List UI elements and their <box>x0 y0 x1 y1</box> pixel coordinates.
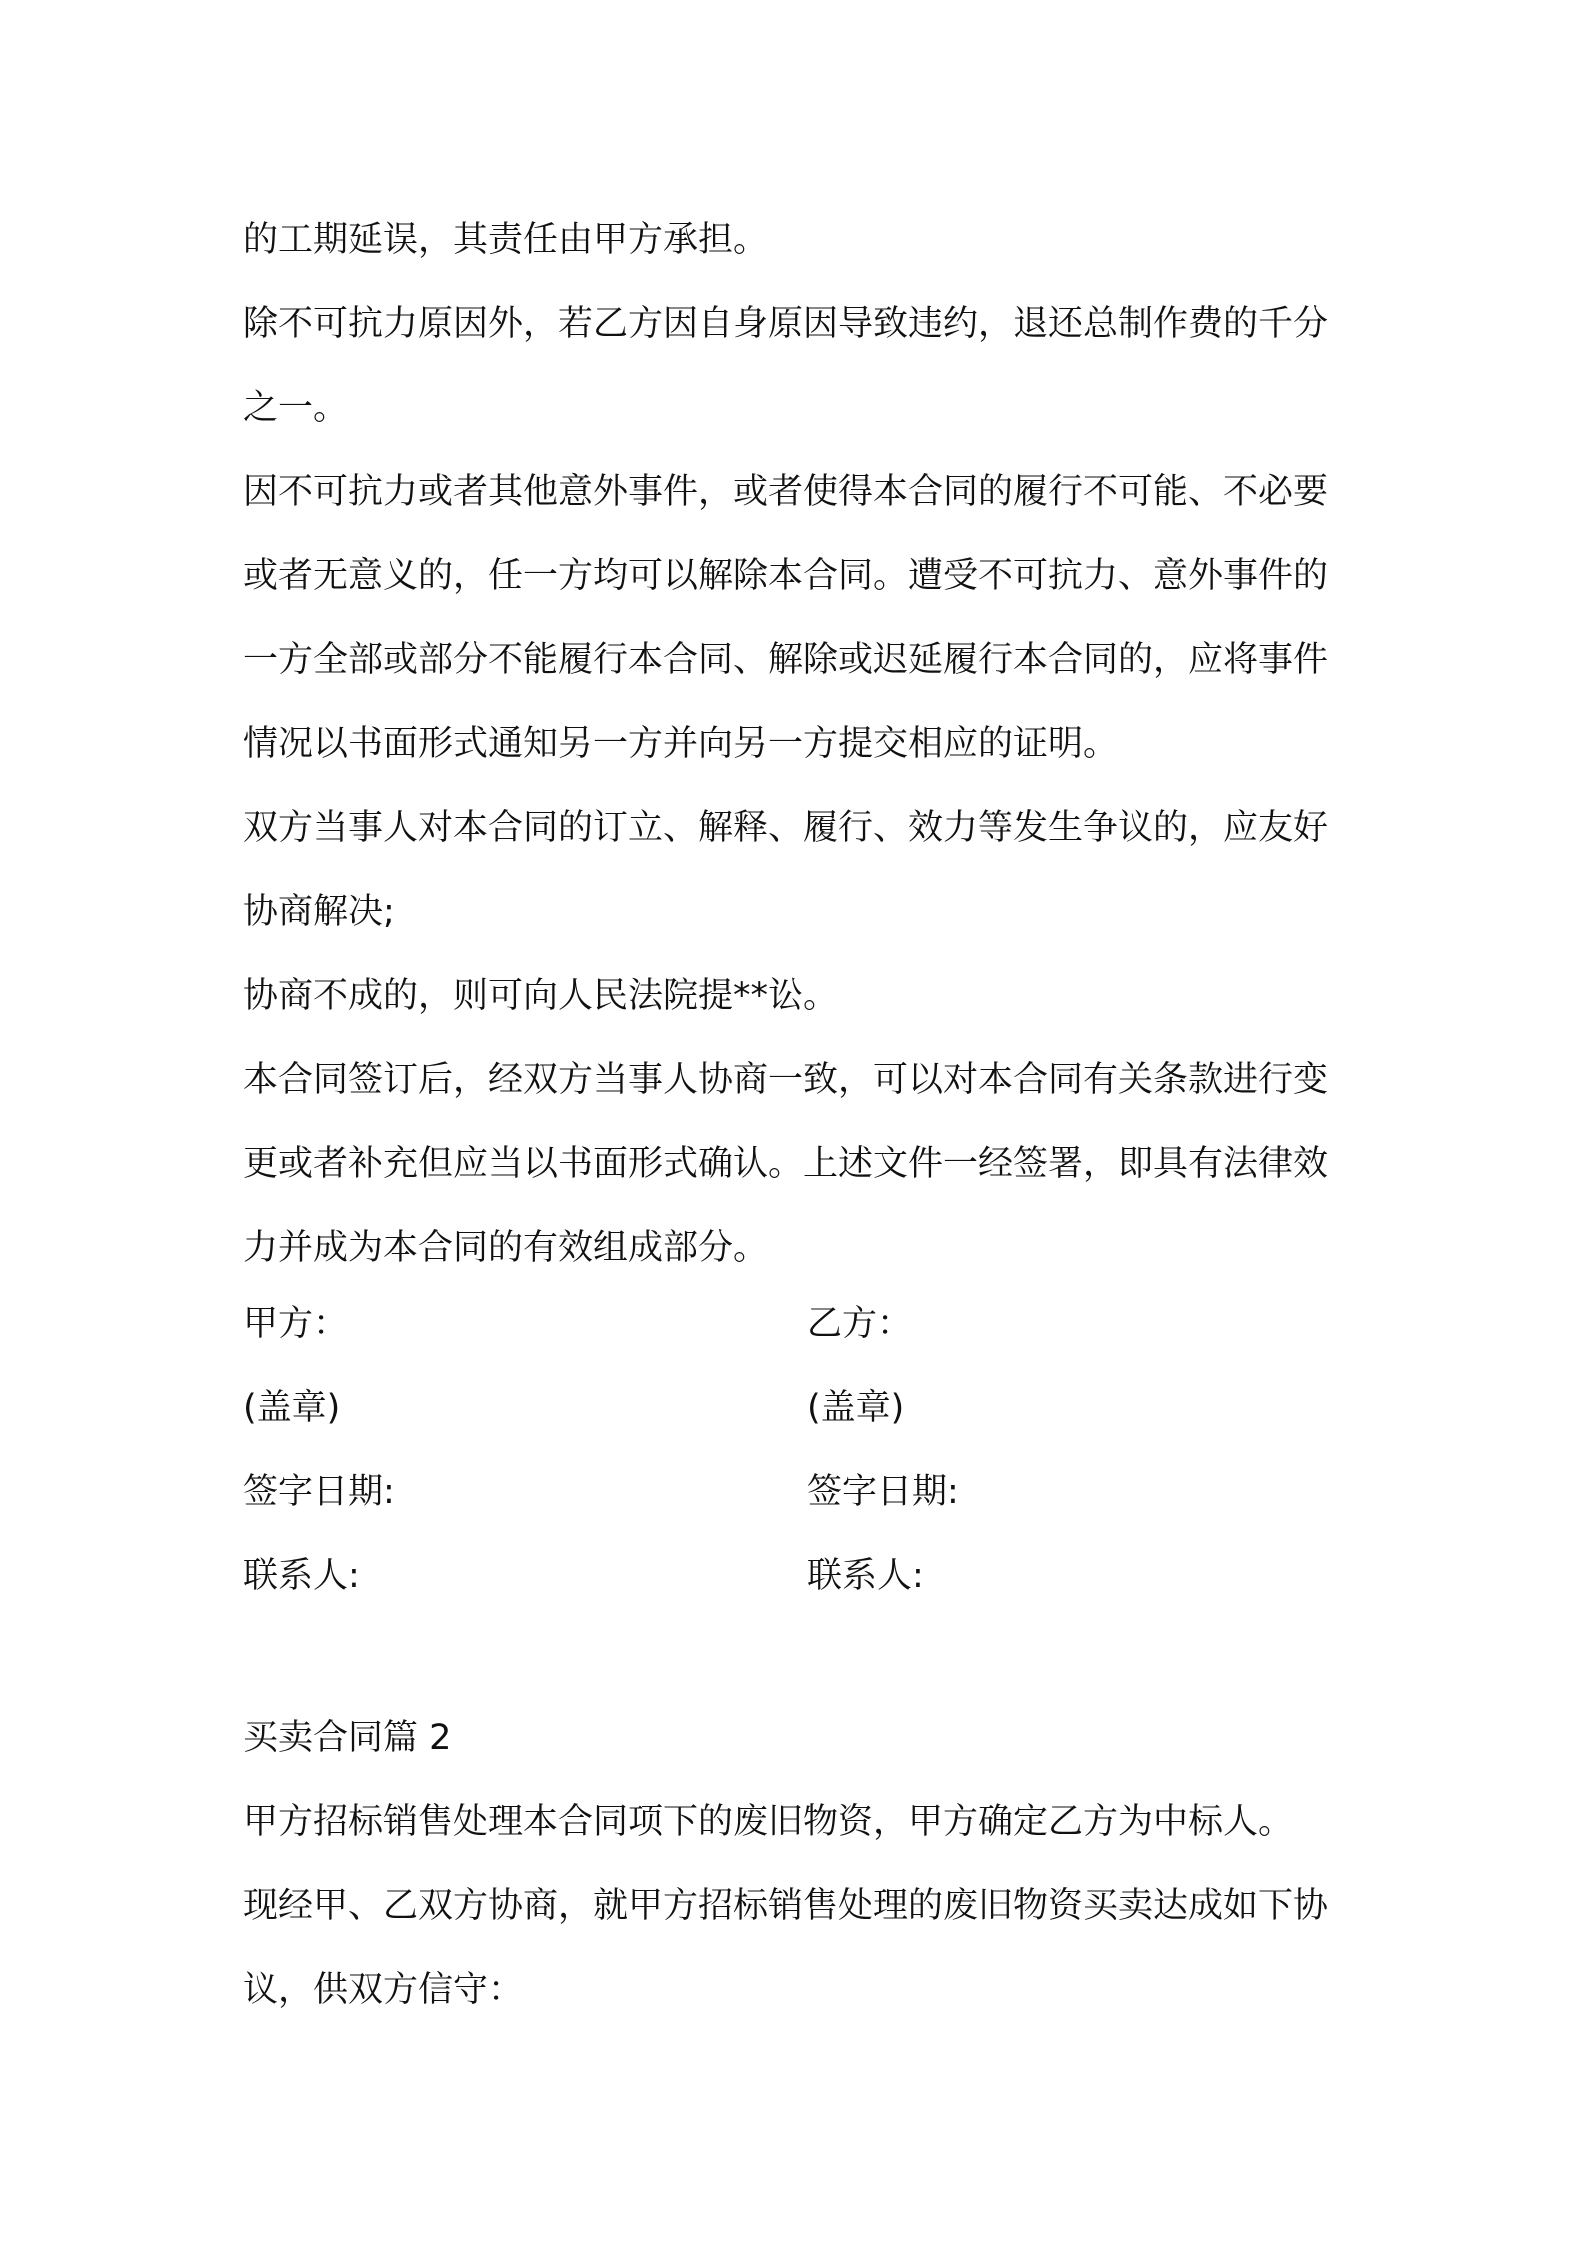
clause-paragraph: 除不可抗力原因外，若乙方因自身原因导致违约，退还总制作费的千分之一。 <box>243 304 1329 428</box>
party-b-label: 乙方： <box>807 1304 913 1344</box>
party-b-seal: (盖章) <box>807 1388 905 1428</box>
clause-paragraph: 本合同签订后，经双方当事人协商一致，可以对本合同有关条款进行变更或者补充但应当以书面形式确认。上述文件一经签署，即具有法律效力并成为本合同的有效组成部分。 <box>243 1060 1329 1268</box>
signature-contact-row <box>243 1534 1358 1618</box>
party-b-date: 签字日期: <box>807 1472 959 1512</box>
signature-date-row <box>243 1450 1358 1534</box>
section-body <box>243 1780 1358 2032</box>
signature-block <box>243 1282 1358 1618</box>
section-paragraph: 甲方招标销售处理本合同项下的废旧物资，甲方确定乙方为中标人。 <box>243 1802 1294 1842</box>
clause-paragraph: 双方当事人对本合同的订立、解释、履行、效力等发生争议的，应友好协商解决; <box>243 808 1329 932</box>
party-a-seal: (盖章) <box>243 1388 341 1428</box>
party-b-contact: 联系人: <box>807 1556 924 1596</box>
clause-paragraph: 的工期延误，其责任由甲方承担。 <box>243 220 769 260</box>
party-a-contact: 联系人: <box>243 1556 360 1596</box>
section-paragraph: 现经甲、乙双方协商，就甲方招标销售处理的废旧物资买卖达成如下协议，供双方信守： <box>243 1886 1329 2010</box>
signature-seal-row <box>243 1366 1358 1450</box>
section-title: 买卖合同篇 2 <box>243 1718 452 1758</box>
signature-party-row <box>243 1282 1358 1366</box>
party-a-label: 甲方： <box>243 1304 349 1344</box>
clause-paragraph: 协商不成的，则可向人民法院提**讼。 <box>243 976 839 1016</box>
clause-paragraph: 因不可抗力或者其他意外事件，或者使得本合同的履行不可能、不必要或者无意义的，任一方均可以解除本合同。遭受不可抗力、意外事件的一方全部或部分不能履行本合同、解除或迟延履行本合同的，应将事件情况以书面形式通知另一方并向另一方提交相应的证明。 <box>243 472 1329 764</box>
party-a-date: 签字日期: <box>243 1472 395 1512</box>
contract-clauses <box>243 198 1358 1290</box>
